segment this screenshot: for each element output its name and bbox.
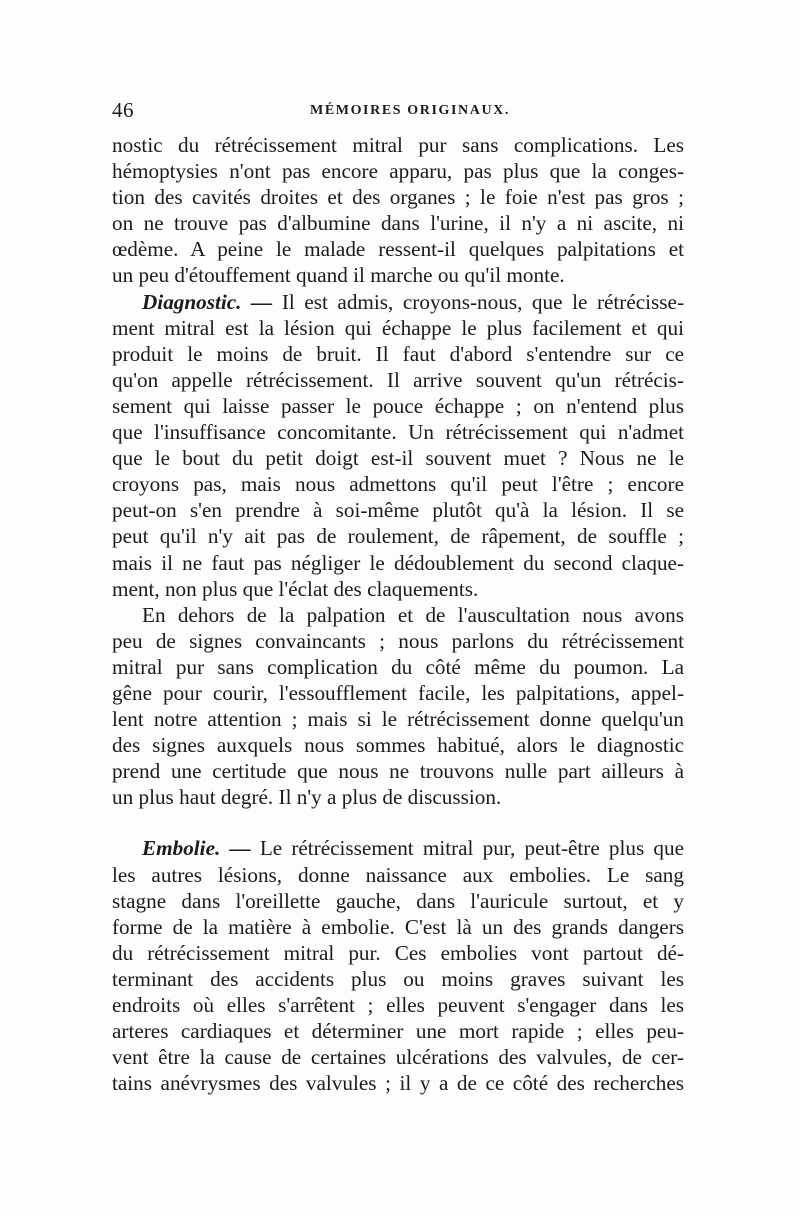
text-line: produit le moins de bruit. Il faut d'abord s'entendre sur ce <box>112 341 684 366</box>
paragraph-auscultation <box>112 602 684 811</box>
text-line: on ne trouve pas d'albumine dans l'urine, il n'y a ni ascite, ni <box>112 211 684 236</box>
paragraph-diagnostic <box>112 289 684 602</box>
text-line: les autres lésions, donne naissance aux embolies. Le sang <box>112 862 684 887</box>
text-run: Il est admis, croyons-nous, que le rétrécisse- <box>281 289 684 314</box>
paragraph-gap <box>112 810 684 835</box>
section-lead-diagnostic: Diagnostic. — <box>142 289 273 314</box>
text-line: En dehors de la palpation et de l'auscultation nous avons <box>142 602 684 627</box>
text-line: gêne pour courir, l'essoufflement facile, les palpitations, appel- <box>112 680 684 705</box>
text-line: que l'insuffisance concomitante. Un rétrécissement qui n'admet <box>112 420 684 445</box>
paragraph-embolie <box>112 835 684 1096</box>
text-line: ment mitral est la lésion qui échappe le plus facilement et qui <box>112 315 684 340</box>
text-line: peu de signes convaincants ; nous parlons du rétrécissement <box>112 628 684 653</box>
text-line: hémoptysies n'ont pas encore apparu, pas plus que la conges- <box>112 159 684 184</box>
text-line: mitral pur sans complication du côté même du poumon. La <box>112 654 684 679</box>
text-line: œdème. A peine le malade ressent-il quelques palpitations et <box>112 237 684 262</box>
paragraph-continuation <box>112 132 684 289</box>
text-line: ment, non plus que l'éclat des claquements. <box>112 576 479 601</box>
text-line: des signes auxquels nous sommes habitué, alors le diagnostic <box>112 733 684 758</box>
page-header <box>112 98 684 124</box>
section-lead-embolie: Embolie. — <box>142 836 251 861</box>
text-run: Le rétrécissement mitral pur, peut-être plus que <box>259 836 684 861</box>
body-text <box>112 132 684 1096</box>
text-line <box>112 289 684 315</box>
text-line: du rétrécissement mitral pur. Ces embolies vont partout dé- <box>112 940 684 965</box>
text-line: prend une certitude que nous ne trouvons nulle part ailleurs à <box>112 759 684 784</box>
text-line <box>112 835 684 861</box>
text-line: peut qu'il n'y ait pas de roulement, de râpement, de souffle ; <box>112 524 684 549</box>
running-title: MÉMOIRES ORIGINAUX. <box>310 103 510 118</box>
text-line: forme de la matière à embolie. C'est là un des grands dangers <box>112 914 684 939</box>
text-line: qu'on appelle rétrécissement. Il arrive souvent qu'un rétrécis- <box>112 367 684 392</box>
text-line: un peu d'étouffement quand il marche ou qu'il monte. <box>112 263 565 288</box>
page-number: 46 <box>112 98 134 122</box>
text-line: vent être la cause de certaines ulcérations des valvules, de cer- <box>112 1045 684 1070</box>
text-line: terminant des accidents plus ou moins graves suivant les <box>112 966 684 991</box>
text-line: un plus haut degré. Il n'y a plus de discussion. <box>112 785 502 810</box>
text-line: peut-on s'en prendre à soi-même plutôt qu'à la lésion. Il se <box>112 498 684 523</box>
text-line: que le bout du petit doigt est-il souvent muet ? Nous ne le <box>112 446 684 471</box>
text-line: sement qui laisse passer le pouce échappe ; on n'entend plus <box>112 393 684 418</box>
text-line: lent notre attention ; mais si le rétrécissement donne quelqu'un <box>112 707 684 732</box>
text-line: nostic du rétrécissement mitral pur sans complications. Les <box>112 133 684 157</box>
text-line: arteres cardiaques et déterminer une mort rapide ; elles peu- <box>112 1019 684 1044</box>
text-line: stagne dans l'oreillette gauche, dans l'auricule surtout, et y <box>112 888 684 913</box>
text-line: tion des cavités droites et des organes ; le foie n'est pas gros ; <box>112 185 684 210</box>
text-line: tains anévrysmes des valvules ; il y a de ce côté des recherches <box>112 1071 684 1096</box>
text-line: endroits où elles s'arrêtent ; elles peuvent s'engager dans les <box>112 993 684 1017</box>
text-line: mais il ne faut pas négliger le dédoublement du second claque- <box>112 550 684 575</box>
text-line: croyons pas, mais nous admettons qu'il peut l'être ; encore <box>112 472 684 497</box>
